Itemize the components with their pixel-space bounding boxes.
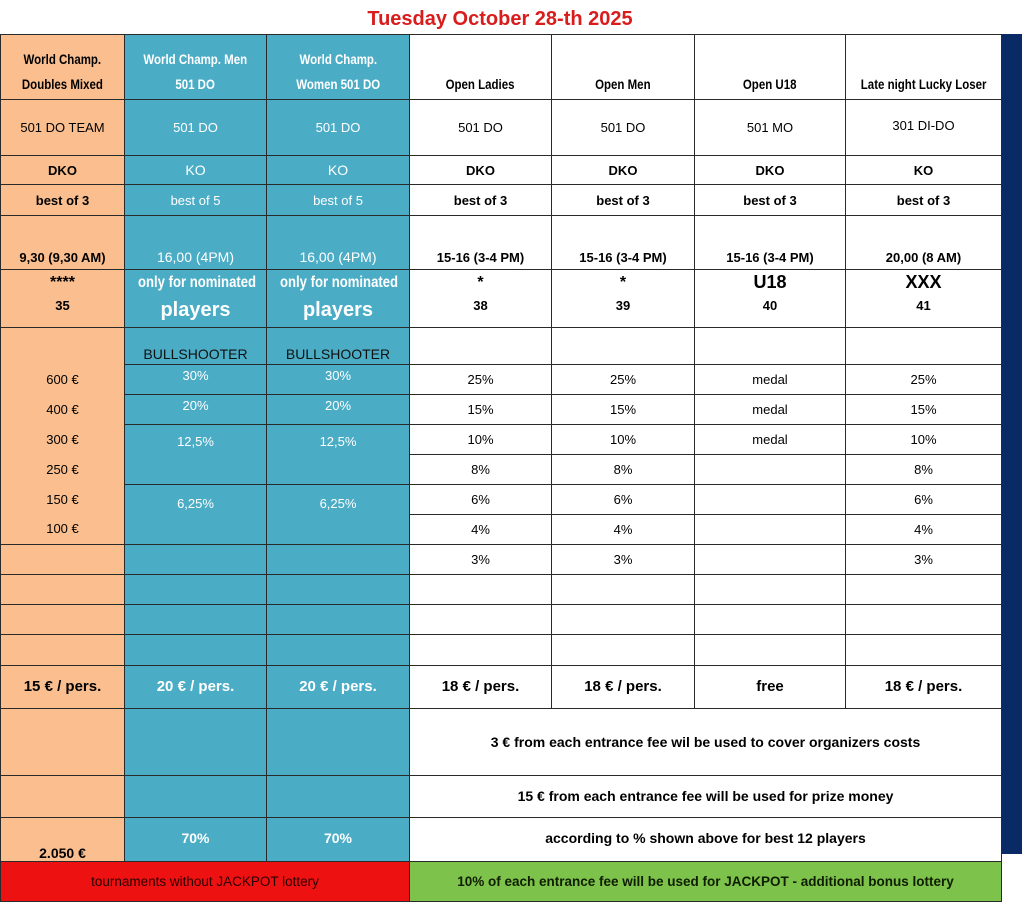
fee-cell: 20 € / pers.	[125, 665, 267, 708]
prize-cell: 20%	[267, 394, 410, 424]
organizer-costs-text: 3 € from each entrance fee wil be used to cover organizers costs	[410, 708, 1002, 775]
prize-cell: 12,5%	[125, 424, 267, 484]
fee-cell: 18 € / pers.	[410, 665, 552, 708]
prize-cell: medal	[695, 364, 846, 394]
system-cell: KO	[267, 156, 410, 185]
prize-cell	[695, 484, 846, 514]
number-cell: 41	[846, 295, 1002, 327]
prize-cell: 25%	[846, 364, 1002, 394]
fee-cell: 15 € / pers.	[1, 665, 125, 708]
page-title: Tuesday October 28-th 2025	[367, 8, 633, 30]
system-cell: DKO	[552, 156, 695, 185]
prize-cell: 100 €	[1, 514, 125, 544]
prize-cell: 15%	[552, 394, 695, 424]
prize-cell: 150 €	[1, 484, 125, 514]
prize-cell: 3%	[552, 544, 695, 574]
prize-cell: 8%	[552, 454, 695, 484]
format-cell: best of 3	[552, 185, 695, 216]
prize-cell: 300 €	[1, 424, 125, 454]
prize-row	[1, 544, 1002, 574]
number-cell: players	[125, 295, 267, 327]
prize-cell: 4%	[410, 514, 552, 544]
game-cell: 501 DO	[552, 100, 695, 156]
prize-cell: 6%	[552, 484, 695, 514]
time-cell: 15-16 (3-4 PM)	[552, 216, 695, 270]
header-row	[1, 35, 1002, 100]
header-cell: Late night Lucky Loser	[846, 35, 1002, 100]
platform-cell: BULLSHOOTER	[267, 327, 410, 364]
prize-cell: 25%	[552, 364, 695, 394]
system-cell: DKO	[695, 156, 846, 185]
prize-cell: medal	[695, 424, 846, 454]
number-cell: 39	[552, 295, 695, 327]
header-cell: Open U18	[695, 35, 846, 100]
prize-row	[1, 364, 1002, 394]
time-cell: 15-16 (3-4 PM)	[410, 216, 552, 270]
format-row	[1, 185, 1002, 216]
prize-row	[1, 424, 1002, 454]
fee-cell: 18 € / pers.	[846, 665, 1002, 708]
total-prize-cell: 2.050 €	[1, 817, 125, 861]
prize-cell: 30%	[125, 364, 267, 394]
empty-row	[1, 604, 1002, 634]
prize-row	[1, 484, 1002, 514]
prize-cell: 15%	[846, 394, 1002, 424]
time-cell: 16,00 (4PM)	[267, 216, 410, 270]
game-cell: 501 DO	[125, 100, 267, 156]
info-row	[1, 817, 1002, 861]
prize-cell: 6%	[846, 484, 1002, 514]
best-players-text: according to % shown above for best 12 players	[410, 817, 1002, 861]
game-cell: 501 MO	[695, 100, 846, 156]
system-cell: KO	[846, 156, 1002, 185]
platform-cell	[552, 327, 695, 364]
format-cell: best of 3	[410, 185, 552, 216]
prize-cell: 15%	[410, 394, 552, 424]
prize-cell: medal	[695, 394, 846, 424]
prize-cell	[695, 544, 846, 574]
empty-row	[1, 634, 1002, 665]
system-cell: DKO	[410, 156, 552, 185]
fee-cell: free	[695, 665, 846, 708]
right-edge-bar	[1001, 34, 1022, 854]
prize-cell: 600 €	[1, 364, 125, 394]
prize-cell: 6,25%	[125, 484, 267, 544]
prize-cell	[695, 514, 846, 544]
prize-cell: 6%	[410, 484, 552, 514]
prize-row	[1, 394, 1002, 424]
fee-cell: 18 € / pers.	[552, 665, 695, 708]
info-row	[1, 708, 1002, 775]
platform-cell	[846, 327, 1002, 364]
number-cell: 38	[410, 295, 552, 327]
prize-cell: 10%	[410, 424, 552, 454]
header-cell: Open Men	[552, 35, 695, 100]
format-cell: best of 3	[1, 185, 125, 216]
number-cell: 35	[1, 295, 125, 327]
prize-cell: 6,25%	[267, 484, 410, 544]
prize-cell	[267, 544, 410, 574]
prize-cell: 4%	[552, 514, 695, 544]
prize-cell	[125, 544, 267, 574]
platform-cell	[1, 327, 125, 364]
game-cell: 301 DI-DO	[846, 100, 1002, 156]
system-cell: KO	[125, 156, 267, 185]
number-row	[1, 295, 1002, 327]
prize-cell: 400 €	[1, 394, 125, 424]
header-cell: World Champ. Men 501 DO	[125, 35, 267, 100]
prize-cell: 8%	[846, 454, 1002, 484]
prize-money-text: 15 € from each entrance fee will be used for prize money	[410, 775, 1002, 817]
jackpot-banner: 10% of each entrance fee will be used for JACKPOT - additional bonus lottery	[410, 861, 1002, 901]
prize-cell: 10%	[846, 424, 1002, 454]
note-cell: only for nominated	[267, 270, 410, 296]
time-row	[1, 216, 1002, 270]
prize-cell: 30%	[267, 364, 410, 394]
number-cell: 40	[695, 295, 846, 327]
prize-cell: 12,5%	[267, 424, 410, 484]
prize-cell: 25%	[410, 364, 552, 394]
fee-cell: 20 € / pers.	[267, 665, 410, 708]
system-cell: DKO	[1, 156, 125, 185]
prize-cell: 250 €	[1, 454, 125, 484]
time-cell: 15-16 (3-4 PM)	[695, 216, 846, 270]
note-cell: *	[410, 270, 552, 296]
game-cell: 501 DO	[267, 100, 410, 156]
note-row	[1, 270, 1002, 296]
format-cell: best of 3	[846, 185, 1002, 216]
game-cell: 501 DO	[410, 100, 552, 156]
prize-cell: 3%	[410, 544, 552, 574]
platform-cell	[695, 327, 846, 364]
prize-cell: 3%	[846, 544, 1002, 574]
prize-cell	[1, 544, 125, 574]
time-cell: 20,00 (8 AM)	[846, 216, 1002, 270]
empty-row	[1, 574, 1002, 604]
game-row	[1, 100, 1002, 156]
prize-cell: 10%	[552, 424, 695, 454]
format-cell: best of 5	[125, 185, 267, 216]
note-cell: *	[552, 270, 695, 296]
prize-cell: 4%	[846, 514, 1002, 544]
tournament-table	[0, 34, 1002, 902]
number-cell: players	[267, 295, 410, 327]
share-cell: 70%	[267, 817, 410, 861]
platform-row	[1, 327, 1002, 364]
format-cell: best of 5	[267, 185, 410, 216]
note-cell: U18	[695, 270, 846, 296]
note-cell: ****	[1, 270, 125, 296]
no-jackpot-banner: tournaments without JACKPOT lottery	[1, 861, 410, 901]
prize-cell: 20%	[125, 394, 267, 424]
header-cell: World Champ. Doubles Mixed	[1, 35, 125, 100]
header-cell: World Champ. Women 501 DO	[267, 35, 410, 100]
time-cell: 9,30 (9,30 AM)	[1, 216, 125, 270]
format-cell: best of 3	[695, 185, 846, 216]
prize-cell	[695, 454, 846, 484]
note-cell: only for nominated	[125, 270, 267, 296]
header-cell: Open Ladies	[410, 35, 552, 100]
game-cell: 501 DO TEAM	[1, 100, 125, 156]
prize-cell: 8%	[410, 454, 552, 484]
platform-cell	[410, 327, 552, 364]
note-cell: XXX	[846, 270, 1002, 296]
info-row	[1, 775, 1002, 817]
time-cell: 16,00 (4PM)	[125, 216, 267, 270]
share-cell: 70%	[125, 817, 267, 861]
platform-cell: BULLSHOOTER	[125, 327, 267, 364]
bottom-row	[1, 861, 1002, 901]
fee-row	[1, 665, 1002, 708]
system-row	[1, 156, 1002, 185]
